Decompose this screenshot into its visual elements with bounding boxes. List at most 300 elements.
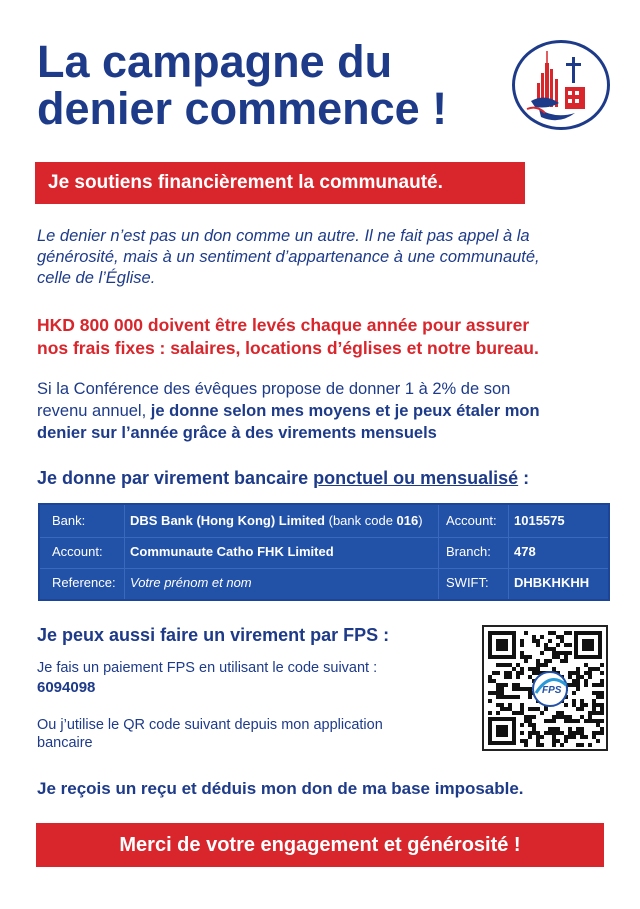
qr-module	[560, 715, 564, 719]
qr-module	[560, 651, 564, 655]
qr-module	[532, 707, 536, 711]
qr-module	[568, 675, 572, 679]
qr-module	[572, 699, 576, 703]
qr-module	[568, 651, 572, 655]
qr-module	[564, 651, 568, 655]
qr-module	[508, 663, 512, 667]
qr-module	[544, 731, 548, 735]
qr-module	[536, 735, 540, 739]
qr-module	[552, 731, 556, 735]
qr-module	[576, 727, 580, 731]
account-name-value: Communaute Catho FHK Limited	[130, 544, 334, 559]
qr-module	[536, 663, 540, 667]
qr-module	[584, 671, 588, 675]
qr-module	[584, 719, 588, 723]
qr-module	[600, 707, 604, 711]
qr-module	[600, 711, 604, 715]
bank-heading	[37, 468, 529, 489]
qr-module	[536, 639, 540, 643]
qr-module	[560, 711, 564, 715]
qr-module	[544, 719, 548, 723]
qr-module	[580, 715, 584, 719]
qr-module	[588, 715, 592, 719]
qr-module	[564, 659, 568, 663]
qr-module	[560, 659, 564, 663]
qr-module	[520, 651, 524, 655]
qr-module	[576, 675, 580, 679]
qr-module	[504, 683, 508, 687]
qr-module	[580, 675, 584, 679]
qr-module	[520, 723, 524, 727]
reference-label: Reference:	[52, 575, 116, 590]
qr-module	[492, 671, 496, 675]
qr-module	[524, 659, 528, 663]
qr-module	[540, 635, 544, 639]
intro-paragraph	[37, 226, 607, 289]
qr-module	[528, 687, 532, 691]
qr-module	[568, 643, 572, 647]
fps-heading: Je peux aussi faire un virement par FPS :	[37, 625, 390, 645]
qr-module	[560, 731, 564, 735]
table-col-divider	[508, 505, 509, 599]
qr-module	[496, 691, 500, 695]
qr-module	[564, 703, 568, 707]
fps-qr-text-line-2: bancaire	[37, 735, 93, 751]
qr-module	[592, 719, 596, 723]
qr-module	[552, 719, 556, 723]
qr-module	[520, 731, 524, 735]
qr-module	[544, 707, 548, 711]
qr-module	[556, 727, 560, 731]
qr-module	[544, 643, 548, 647]
qr-module	[576, 707, 580, 711]
table-row-divider	[40, 537, 608, 538]
qr-module	[528, 719, 532, 723]
qr-module	[552, 647, 556, 651]
qr-module	[556, 655, 560, 659]
qr-module	[520, 711, 524, 715]
qr-module	[532, 671, 536, 675]
qr-module	[552, 715, 556, 719]
table-col-divider	[438, 505, 439, 599]
bank-code-close: )	[418, 513, 423, 528]
qr-module	[532, 723, 536, 727]
qr-module	[592, 683, 596, 687]
fps-logo-text: FPS	[542, 685, 562, 696]
qr-module	[564, 655, 568, 659]
qr-module	[512, 687, 516, 691]
qr-module	[580, 743, 584, 747]
qr-module	[528, 723, 532, 727]
qr-module	[568, 631, 572, 635]
qr-module	[556, 739, 560, 743]
qr-module	[544, 663, 548, 667]
qr-module	[544, 659, 548, 663]
qr-module	[592, 691, 596, 695]
qr-module	[500, 687, 504, 691]
qr-module	[524, 715, 528, 719]
qr-module	[488, 699, 492, 703]
qr-module	[532, 727, 536, 731]
qr-module	[592, 703, 596, 707]
qr-module	[568, 727, 572, 731]
bank-name: DBS Bank (Hong Kong) Limited	[130, 513, 325, 528]
qr-module	[524, 631, 528, 635]
qr-module	[528, 691, 532, 695]
qr-module	[592, 707, 596, 711]
qr-module	[568, 671, 572, 675]
qr-module	[548, 731, 552, 735]
qr-module	[600, 695, 604, 699]
qr-module	[548, 639, 552, 643]
qr-module	[520, 671, 524, 675]
intro-line-3: celle de l’Église.	[37, 269, 156, 287]
qr-module	[600, 731, 604, 735]
qr-module	[540, 735, 544, 739]
qr-module	[504, 707, 508, 711]
qr-module	[512, 667, 516, 671]
qr-module	[532, 731, 536, 735]
qr-module	[600, 683, 604, 687]
thanks-banner: Merci de votre engagement et générosité !	[36, 823, 604, 867]
qr-module	[584, 683, 588, 687]
qr-module	[552, 735, 556, 739]
bank-heading-underlined: ponctuel ou mensualisé	[313, 468, 519, 488]
qr-module	[496, 703, 500, 707]
qr-module	[536, 667, 540, 671]
qr-module	[508, 675, 512, 679]
qr-module	[492, 691, 496, 695]
bank-code: 016	[396, 513, 419, 528]
qr-module	[552, 743, 556, 747]
qr-module	[496, 687, 500, 691]
qr-module	[584, 663, 588, 667]
proposal-paragraph	[37, 378, 617, 444]
qr-module	[488, 691, 492, 695]
qr-module	[588, 671, 592, 675]
qr-module	[536, 659, 540, 663]
qr-module	[580, 699, 584, 703]
qr-module	[572, 731, 576, 735]
qr-module	[536, 643, 540, 647]
qr-module	[556, 651, 560, 655]
qr-module	[536, 671, 540, 675]
qr-module	[568, 719, 572, 723]
title-line-1: La campagne du	[37, 36, 393, 87]
qr-module	[576, 679, 580, 683]
goal-paragraph	[37, 314, 617, 360]
qr-module	[548, 647, 552, 651]
fps-qr-text	[37, 716, 467, 752]
qr-module	[552, 739, 556, 743]
qr-module	[580, 703, 584, 707]
qr-module	[556, 731, 560, 735]
qr-module	[540, 651, 544, 655]
qr-module	[596, 731, 600, 735]
qr-module	[572, 703, 576, 707]
qr-module	[572, 683, 576, 687]
qr-module	[576, 719, 580, 723]
qr-module	[600, 679, 604, 683]
qr-module	[500, 663, 504, 667]
qr-module	[516, 683, 520, 687]
qr-module	[572, 691, 576, 695]
qr-module	[492, 679, 496, 683]
qr-module	[580, 727, 584, 731]
qr-module	[572, 719, 576, 723]
qr-module	[516, 687, 520, 691]
qr-module	[580, 735, 584, 739]
qr-module	[536, 739, 540, 743]
qr-module	[576, 743, 580, 747]
qr-module	[500, 695, 504, 699]
qr-module	[500, 703, 504, 707]
qr-module	[564, 739, 568, 743]
qr-module	[520, 639, 524, 643]
qr-module	[572, 671, 576, 675]
qr-module	[524, 743, 528, 747]
branch-value: 478	[514, 544, 536, 559]
qr-module	[572, 679, 576, 683]
qr-module	[504, 663, 508, 667]
qr-module	[568, 683, 572, 687]
qr-module	[596, 711, 600, 715]
reference-value: Votre prénom et nom	[130, 575, 252, 590]
qr-module	[576, 667, 580, 671]
intro-line-1: Le denier n’est pas un don comme un autre. Il ne fait pas appel à la	[37, 227, 530, 245]
qr-module	[576, 731, 580, 735]
qr-module	[596, 683, 600, 687]
qr-module	[528, 675, 532, 679]
qr-module	[596, 723, 600, 727]
qr-module	[564, 631, 568, 635]
qr-module	[520, 655, 524, 659]
qr-module	[520, 707, 524, 711]
qr-module	[552, 667, 556, 671]
proposal-line-2-bold: je donne selon mes moyens et je peux étaler mon	[150, 402, 540, 420]
qr-module	[544, 647, 548, 651]
qr-module	[540, 663, 544, 667]
qr-module	[556, 711, 560, 715]
qr-module	[540, 711, 544, 715]
qr-module	[556, 635, 560, 639]
qr-module	[508, 703, 512, 707]
qr-module	[576, 683, 580, 687]
qr-module	[512, 711, 516, 715]
qr-module	[488, 711, 492, 715]
qr-module	[504, 671, 508, 675]
qr-module	[504, 675, 508, 679]
qr-module	[532, 667, 536, 671]
qr-module	[496, 671, 500, 675]
swift-value: DHBKHKHH	[514, 575, 590, 590]
qr-module	[596, 739, 600, 743]
qr-module	[520, 643, 524, 647]
account-name-label: Account:	[52, 544, 103, 559]
qr-module	[528, 695, 532, 699]
account-number-label: Account:	[446, 513, 497, 528]
qr-module	[568, 735, 572, 739]
account-number-value: 1015575	[514, 513, 565, 528]
qr-module	[600, 719, 604, 723]
qr-module	[600, 727, 604, 731]
qr-module	[560, 743, 564, 747]
swift-label: SWIFT:	[446, 575, 489, 590]
qr-module	[528, 707, 532, 711]
qr-module	[564, 719, 568, 723]
bank-heading-prefix: Je donne par virement bancaire	[37, 468, 314, 488]
qr-module	[584, 735, 588, 739]
qr-module	[520, 687, 524, 691]
bank-value	[130, 513, 423, 529]
proposal-line-3	[37, 422, 617, 444]
qr-module	[556, 715, 560, 719]
qr-module	[516, 711, 520, 715]
qr-module	[588, 675, 592, 679]
qr-module	[564, 735, 568, 739]
qr-module	[596, 719, 600, 723]
qr-module	[508, 707, 512, 711]
qr-module	[556, 643, 560, 647]
qr-module	[592, 731, 596, 735]
qr-module	[536, 707, 540, 711]
qr-module	[548, 727, 552, 731]
qr-module	[528, 715, 532, 719]
qr-module	[516, 671, 520, 675]
fps-code: 6094098	[37, 679, 96, 696]
qr-module	[516, 675, 520, 679]
qr-module	[496, 711, 500, 715]
qr-module	[504, 695, 508, 699]
qr-module	[584, 679, 588, 683]
qr-module	[548, 631, 552, 635]
qr-module	[524, 739, 528, 743]
qr-module	[528, 655, 532, 659]
proposal-line-3-bold: denier sur l’année grâce à des virements mensuels	[37, 424, 437, 442]
qr-module	[496, 683, 500, 687]
qr-module	[496, 695, 500, 699]
qr-module	[600, 703, 604, 707]
qr-module	[500, 683, 504, 687]
qr-module	[552, 655, 556, 659]
proposal-line-2	[37, 400, 617, 422]
qr-module	[524, 655, 528, 659]
fps-qr-text-line-1: Ou j’utilise le QR code suivant depuis mon application	[37, 717, 383, 733]
qr-module	[560, 635, 564, 639]
goal-line-1: HKD 800 000 doivent être levés chaque année pour assurer	[37, 315, 530, 335]
qr-module	[500, 707, 504, 711]
table-col-divider	[124, 505, 125, 599]
qr-module	[588, 719, 592, 723]
qr-module	[528, 667, 532, 671]
qr-module	[572, 735, 576, 739]
intro-line-2: générosité, mais à un sentiment d’appartenance à une communauté,	[37, 248, 540, 266]
qr-module	[488, 675, 492, 679]
qr-module	[592, 711, 596, 715]
qr-module	[600, 671, 604, 675]
qr-module	[536, 743, 540, 747]
qr-module	[548, 719, 552, 723]
qr-module	[488, 679, 492, 683]
qr-module	[500, 691, 504, 695]
title-line-2: denier commence !	[37, 83, 448, 134]
qr-module	[596, 691, 600, 695]
qr-module	[580, 707, 584, 711]
qr-module	[508, 671, 512, 675]
support-banner: Je soutiens financièrement la communauté.	[35, 162, 525, 204]
qr-module	[540, 743, 544, 747]
proposal-line-1: Si la Conférence des évêques propose de donner 1 à 2% de son	[37, 380, 511, 398]
qr-module	[516, 695, 520, 699]
qr-module	[568, 731, 572, 735]
qr-module	[564, 715, 568, 719]
qr-module	[592, 735, 596, 739]
qr-module	[512, 695, 516, 699]
qr-module	[532, 639, 536, 643]
qr-module	[576, 671, 580, 675]
qr-module	[524, 719, 528, 723]
receipt-text: Je reçois un reçu et déduis mon don de ma base imposable.	[37, 779, 524, 798]
bank-label: Bank:	[52, 513, 86, 528]
bank-details-table	[38, 503, 610, 601]
qr-module	[552, 631, 556, 635]
qr-module	[584, 703, 588, 707]
qr-module	[600, 663, 604, 667]
qr-module	[512, 683, 516, 687]
qr-module	[596, 695, 600, 699]
qr-module	[520, 739, 524, 743]
qr-module	[548, 659, 552, 663]
qr-module	[596, 667, 600, 671]
qr-code-icon	[482, 625, 608, 751]
qr-module	[536, 731, 540, 735]
qr-module	[592, 667, 596, 671]
proposal-line-2-normal: revenu annuel,	[37, 402, 151, 420]
qr-module	[588, 743, 592, 747]
qr-module	[596, 703, 600, 707]
qr-module	[532, 715, 536, 719]
qr-module	[600, 691, 604, 695]
qr-module	[508, 695, 512, 699]
qr-module	[528, 735, 532, 739]
church-logo-icon	[512, 40, 610, 130]
qr-module	[560, 639, 564, 643]
qr-module	[592, 699, 596, 703]
goal-line-2: nos frais fixes : salaires, locations d’églises et notre bureau.	[37, 338, 539, 358]
qr-module	[520, 667, 524, 671]
qr-module	[520, 703, 524, 707]
qr-module	[568, 715, 572, 719]
qr-module	[496, 663, 500, 667]
branch-label: Branch:	[446, 544, 491, 559]
qr-module	[552, 727, 556, 731]
qr-module	[576, 687, 580, 691]
qr-module	[532, 635, 536, 639]
fps-code-text: Je fais un paiement FPS en utilisant le code suivant :	[37, 660, 378, 676]
qr-module	[588, 711, 592, 715]
qr-module	[564, 643, 568, 647]
bank-code-prefix: (bank code	[325, 513, 397, 528]
qr-module	[516, 663, 520, 667]
qr-module	[552, 651, 556, 655]
qr-module	[580, 731, 584, 735]
table-row-divider	[40, 568, 608, 569]
page-title	[37, 38, 507, 132]
qr-module	[524, 687, 528, 691]
bank-heading-suffix: :	[518, 468, 530, 488]
qr-module	[528, 731, 532, 735]
qr-module	[588, 667, 592, 671]
